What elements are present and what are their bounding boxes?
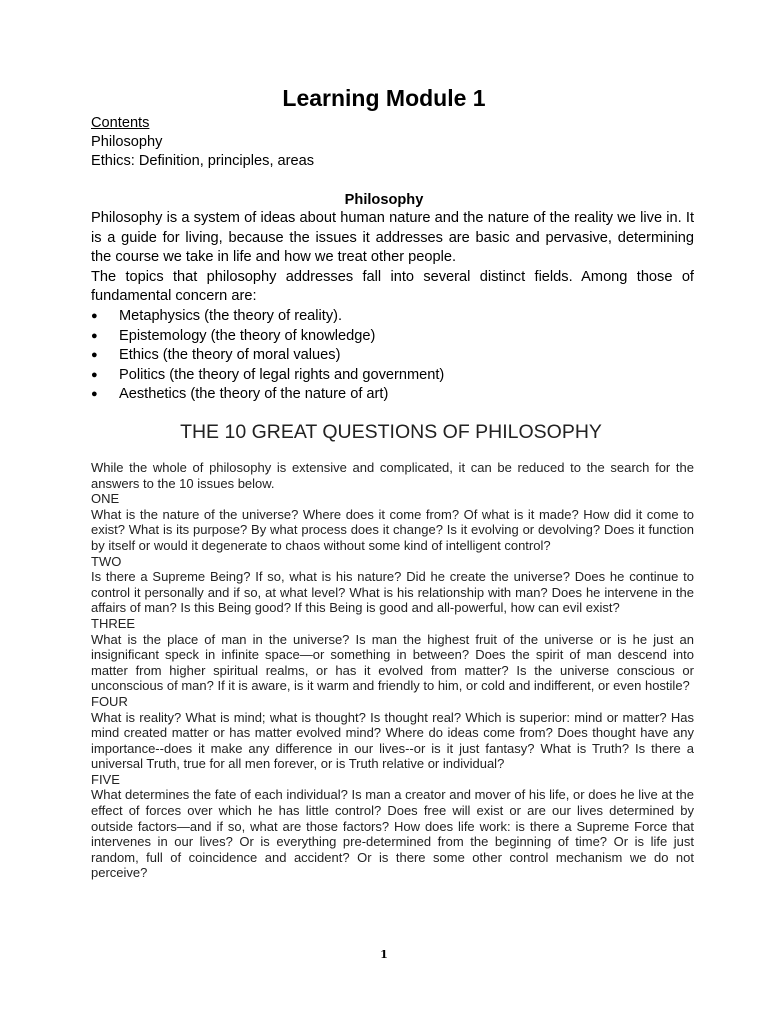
contents-heading: Contents [91,115,150,131]
list-item [91,366,444,386]
list-item-text: Epistemology (the theory of knowledge) [119,327,376,344]
question-text: What is the nature of the universe? Where does it come from? Of what is it made? How did it come to exist? What is its purpose? By what process does it change? Is it evolving or devolving? Does it function by itself or would it degenerate to chaos without some kind of intelligent control? [91,506,694,553]
questions-section [91,460,694,881]
list-item-text: Aesthetics (the theory of the nature of art) [119,386,389,402]
list-item-text: Metaphysics (the theory of reality). [119,308,343,324]
fields-list [91,307,444,405]
question-text: What determines the fate of each individual? Is man a creator and mover of his life, or does he live at the effect of forces over which he has little control? Does free will exist or are our lives determined by outside factors—and if so, what are those factors? How does life work: is there a Supreme Force that intervenes in our lives? Or is everything pre-determined from the beginning of time? Or is life just random, full of coincidence and accident? Or is there some other control mechanism we do not perceive? [91,787,694,881]
list-item [91,346,444,366]
question-label: FOUR [91,693,128,709]
contents-item: Philosophy [91,134,163,150]
question-label: ONE [91,491,120,507]
question-label: THREE [91,615,136,631]
bullet-icon: ● [91,368,98,381]
philosophy-paragraph: Philosophy is a system of ideas about human nature and the nature of the reality we live in. It is a guide for living, because the issues it addresses are basic and pervasive, determining the course we take in life and how we treat other people. [91,210,694,265]
questions-intro: While the whole of philosophy is extensive and complicated, it can be reduced to the search for the answers to the 10 issues below. [91,460,694,491]
page-number: 1 [380,948,388,961]
list-item [91,385,444,405]
question-label: TWO [91,553,122,569]
list-item [91,307,444,327]
bullet-icon: ● [91,329,98,342]
philosophy-intro [91,209,694,307]
contents-section [91,114,314,171]
document-title: Learning Module 1 [282,85,486,111]
list-item [91,327,444,347]
list-item-text: Politics (the theory of legal rights and government) [119,366,445,383]
list-item-text: Ethics (the theory of moral values) [119,347,341,363]
bullet-icon: ● [91,310,98,322]
question-text: Is there a Supreme Being? If so, what is his nature? Did he create the universe? Does he continue to control it personally and if so, at what level? What is his relationship with man? Does he intervene in the affairs of man? Is this Being good? If this Being is good and all-powerful, how can evil exist? [91,569,694,616]
contents-item: Ethics: Definition, principles, areas [91,153,315,169]
question-text: What is the place of man in the universe? Is man the highest fruit of the universe or is he just an insignificant speck in infinite space—or something in between? Does the spirit of man descend into matter from higher spiritual realms, or has it evolved from matter? Is the universe conscious or unconscious of man? If it is aware, is it warm and friendly to him, or cold and indifferent, or even hostile? [91,631,694,694]
philosophy-heading: Philosophy [344,192,424,208]
bullet-icon: ● [91,349,98,361]
question-text: What is reality? What is mind; what is thought? Is thought real? Which is superior: mind or matter? Has mind created matter or has matter evolved mind? Where do ideas come from? Does thought have any importance--does it make any difference in our lives--or is it just fantasy? What is Truth? Is there a universal Truth, true for all men forever, or is Truth relative or individual? [91,709,694,772]
questions-heading: THE 10 GREAT QUESTIONS OF PHILOSOPHY [180,421,602,443]
question-label: FIVE [91,771,120,787]
bullet-icon: ● [91,388,98,400]
philosophy-paragraph: The topics that philosophy addresses fall into several distinct fields. Among those of fundamental concern are: [91,268,694,304]
